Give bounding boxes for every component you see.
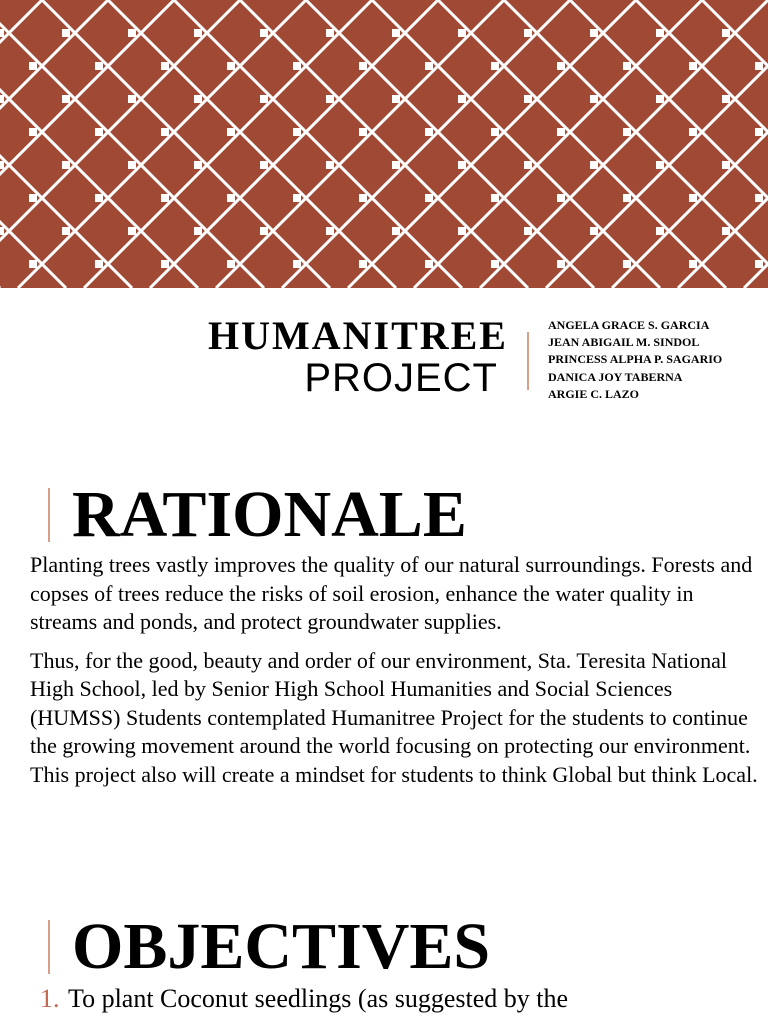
lattice-dot [458,227,466,235]
lattice-dot [128,161,136,169]
lattice-dot [557,128,565,136]
lattice-dot [590,29,598,37]
lattice-dot [0,95,4,103]
objectives-list [40,982,760,1016]
accent-bar [48,488,50,542]
lattice-dot [95,62,103,70]
lattice-dot [458,29,466,37]
lattice-dot [722,29,730,37]
lattice-dot [656,29,664,37]
lattice-dot [326,161,334,169]
lattice-dot [194,95,202,103]
lattice-dot [161,128,169,136]
author-name: ARGIE C. LAZO [548,386,640,401]
lattice-dot [491,128,499,136]
lattice-dot [755,128,763,136]
rationale-body [30,551,758,865]
title-block [0,300,768,410]
lattice-dot [557,194,565,202]
objectives-header [0,912,768,982]
rationale-paragraph: Thus, for the good, beauty and order of our environment, Sta. Teresita National High School, led by Senior High School Humanities and Social Sciences (HUMSS) Students contemplated Humanitree Project for the students to continue the growing movement around the world focusing on protecting our environment. This project also will create a mindset for students to think Global but think Local. [30,647,758,787]
lattice-dot [491,194,499,202]
lattice-dot [260,161,268,169]
lattice-dot [293,128,301,136]
lattice-dot [524,95,532,103]
lattice-dot [0,161,4,169]
lattice-dot [689,260,697,268]
lattice-dot [755,194,763,202]
objective-item [40,982,760,1016]
lattice-dot [524,29,532,37]
lattice-dot [128,95,136,103]
rationale-header [0,480,768,550]
lattice-dot [524,227,532,235]
lattice-dot [128,29,136,37]
lattice-dot [689,194,697,202]
accent-bar [48,920,50,974]
lattice-dot [0,29,4,37]
lattice-dot [293,62,301,70]
title-divider [527,332,529,390]
lattice-dot [623,128,631,136]
author-name: PRINCESS ALPHA P. SAGARIO [548,352,723,367]
lattice-dot [29,128,37,136]
lattice-dot [392,161,400,169]
lattice-dot [359,260,367,268]
lattice-dot [689,128,697,136]
decorative-lattice-banner [0,0,768,288]
title-line-1: HUMANITREE [207,313,508,358]
lattice-dot [161,260,169,268]
lattice-dot [227,194,235,202]
lattice-dot [491,260,499,268]
lattice-pattern [0,0,768,288]
objectives-heading: OBJECTIVES [72,910,491,983]
lattice-dot [227,128,235,136]
lattice-dot [359,194,367,202]
lattice-dot [260,227,268,235]
lattice-dot [326,95,334,103]
author-list [548,317,722,403]
lattice-dot [689,62,697,70]
lattice-dot [623,194,631,202]
lattice-dot [29,194,37,202]
lattice-dot [95,194,103,202]
objective-number: 1. [40,984,60,1013]
lattice-dot [722,227,730,235]
lattice-dot [62,95,70,103]
lattice-dot [260,29,268,37]
lattice-dot [95,260,103,268]
lattice-dot [557,260,565,268]
objective-text: To plant Coconut seedlings (as suggested by the [68,984,569,1013]
lattice-dot [95,128,103,136]
lattice-dot [62,29,70,37]
lattice-dot [590,161,598,169]
author-name: DANICA JOY TABERNA [548,369,683,384]
lattice-dot [524,161,532,169]
lattice-dot [623,62,631,70]
lattice-dot [656,227,664,235]
lattice-dot [722,161,730,169]
lattice-dot [62,227,70,235]
lattice-dot [590,95,598,103]
lattice-dot [557,62,565,70]
lattice-dot [425,62,433,70]
lattice-dot [359,128,367,136]
lattice-dot [128,227,136,235]
lattice-dot [491,62,499,70]
lattice-dot [161,62,169,70]
lattice-dot [326,227,334,235]
lattice-dot [227,62,235,70]
lattice-dot [0,227,4,235]
lattice-dot [29,260,37,268]
lattice-dot [326,29,334,37]
rationale-heading: RATIONALE [72,478,467,551]
lattice-dot [755,62,763,70]
lattice-dot [590,227,598,235]
lattice-dot [62,161,70,169]
lattice-dot [623,260,631,268]
lattice-dot [194,161,202,169]
title-line-2: PROJECT [304,356,498,400]
lattice-dot [359,62,367,70]
lattice-dot [293,194,301,202]
lattice-dot [227,260,235,268]
lattice-dot [722,95,730,103]
lattice-dot [194,227,202,235]
lattice-dot [293,260,301,268]
lattice-dot [458,95,466,103]
author-name: JEAN ABIGAIL M. SINDOL [548,335,700,350]
lattice-dot [656,95,664,103]
lattice-dot [425,260,433,268]
rationale-paragraph: Planting trees vastly improves the quality of our natural surroundings. Forests and copses of trees reduce the risks of soil erosion, enhance the water quality in streams and ponds, and protect groundwater supplies. [30,552,753,634]
lattice-dot [425,194,433,202]
lattice-dot [194,29,202,37]
lattice-dot [392,29,400,37]
lattice-dot [458,161,466,169]
lattice-dot [392,227,400,235]
lattice-dot [392,95,400,103]
lattice-dot [260,95,268,103]
lattice-dot [755,260,763,268]
lattice-dot [161,194,169,202]
lattice-dot [29,62,37,70]
lattice-dot [425,128,433,136]
author-name: ANGELA GRACE S. GARCIA [548,318,710,332]
lattice-dot [656,161,664,169]
